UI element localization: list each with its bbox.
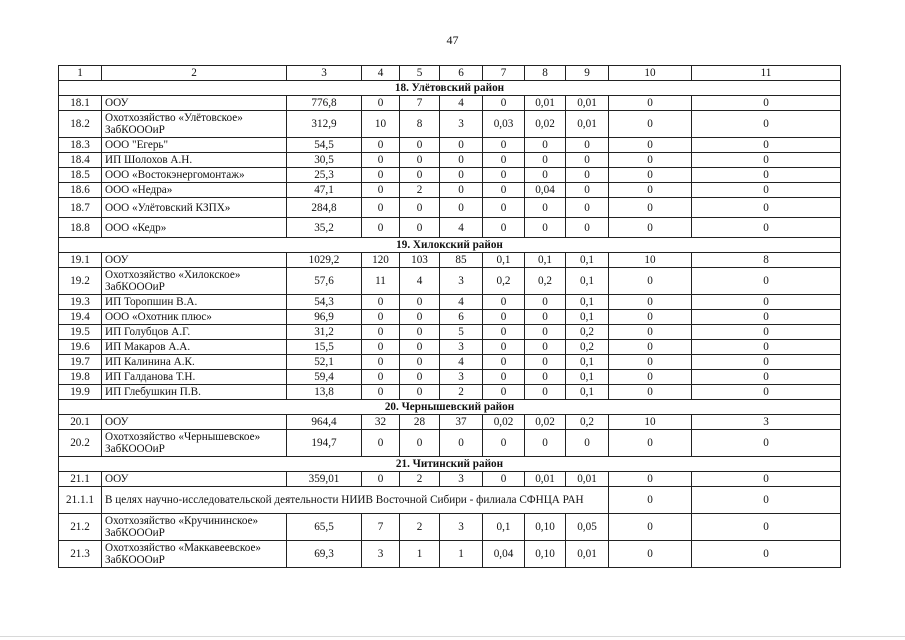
value-cell: 0 (566, 183, 609, 198)
table-row (59, 541, 841, 568)
value-cell: 0 (566, 218, 609, 238)
column-number-cell: 8 (525, 66, 566, 81)
row-number-cell: 19.6 (59, 340, 102, 355)
value-cell: 54,5 (287, 138, 362, 153)
column-number-cell: 5 (400, 66, 440, 81)
value-cell: 0 (483, 355, 525, 370)
section-title: 18. Улётовский район (59, 81, 841, 96)
row-number-cell: 18.7 (59, 198, 102, 218)
value-cell: 0,1 (566, 385, 609, 400)
value-cell: 0 (566, 430, 609, 457)
value-cell: 2 (400, 472, 440, 487)
value-cell: 0 (362, 96, 400, 111)
table-row (59, 198, 841, 218)
value-cell: 0 (692, 487, 841, 514)
row-number-cell: 19.9 (59, 385, 102, 400)
value-cell: 0 (609, 183, 692, 198)
column-number-cell: 9 (566, 66, 609, 81)
value-cell: 0 (483, 340, 525, 355)
value-cell: 0 (609, 385, 692, 400)
row-number-cell: 20.1 (59, 415, 102, 430)
value-cell: 0 (483, 325, 525, 340)
value-cell: 0 (609, 487, 692, 514)
row-number-cell: 19.8 (59, 370, 102, 385)
organization-name-cell: Охотхозяйство «Улётовское» ЗабКОООиР (102, 111, 287, 138)
organization-name-cell: ИП Калинина А.К. (102, 355, 287, 370)
value-cell: 0 (400, 168, 440, 183)
organization-name-cell: ООУ (102, 253, 287, 268)
value-cell: 0 (566, 153, 609, 168)
value-cell: 3 (440, 472, 483, 487)
value-cell: 0 (692, 370, 841, 385)
value-cell: 0 (362, 310, 400, 325)
value-cell: 0 (483, 96, 525, 111)
row-number-cell: 18.5 (59, 168, 102, 183)
value-cell: 0 (525, 198, 566, 218)
value-cell: 59,4 (287, 370, 362, 385)
value-cell: 0 (692, 430, 841, 457)
value-cell: 0 (483, 138, 525, 153)
value-cell: 0 (483, 198, 525, 218)
table-row (59, 415, 841, 430)
value-cell: 0 (692, 183, 841, 198)
row-number-cell: 18.2 (59, 111, 102, 138)
value-cell: 0,10 (525, 514, 566, 541)
value-cell: 0 (609, 153, 692, 168)
value-cell: 0 (483, 218, 525, 238)
value-cell: 0,1 (566, 268, 609, 295)
organization-name-cell: Охотхозяйство «Хилокское» ЗабКОООиР (102, 268, 287, 295)
value-cell: 194,7 (287, 430, 362, 457)
row-number-cell: 20.2 (59, 430, 102, 457)
column-number-cell: 1 (59, 66, 102, 81)
value-cell: 3 (440, 268, 483, 295)
value-cell: 65,5 (287, 514, 362, 541)
column-number-cell: 4 (362, 66, 400, 81)
value-cell: 0 (362, 168, 400, 183)
value-cell: 0 (566, 138, 609, 153)
value-cell: 0 (609, 310, 692, 325)
row-number-cell: 18.3 (59, 138, 102, 153)
value-cell: 0 (483, 153, 525, 168)
value-cell: 10 (609, 253, 692, 268)
table-row (59, 370, 841, 385)
value-cell: 0 (440, 198, 483, 218)
value-cell: 0 (525, 325, 566, 340)
value-cell: 0 (400, 370, 440, 385)
value-cell: 103 (400, 253, 440, 268)
value-cell: 0 (525, 430, 566, 457)
value-cell: 0,01 (566, 472, 609, 487)
value-cell: 0 (362, 183, 400, 198)
value-cell: 0 (609, 472, 692, 487)
value-cell: 85 (440, 253, 483, 268)
organization-name-cell: Охотхозяйство «Кручининское» ЗабКОООиР (102, 514, 287, 541)
table-row (59, 310, 841, 325)
value-cell: 0 (483, 168, 525, 183)
value-cell: 0 (525, 138, 566, 153)
value-cell: 25,3 (287, 168, 362, 183)
value-cell: 4 (400, 268, 440, 295)
organization-name-cell: ООО «Кедр» (102, 218, 287, 238)
value-cell: 6 (440, 310, 483, 325)
organization-name-cell: ИП Торопшин В.А. (102, 295, 287, 310)
value-cell: 1 (400, 541, 440, 568)
table-row (59, 153, 841, 168)
value-cell: 0 (692, 472, 841, 487)
section-header-row (59, 81, 841, 96)
value-cell: 0 (440, 138, 483, 153)
organization-name-cell: ООО «Охотник плюс» (102, 310, 287, 325)
value-cell: 0 (609, 198, 692, 218)
value-cell: 69,3 (287, 541, 362, 568)
value-cell: 10 (609, 415, 692, 430)
value-cell: 30,5 (287, 153, 362, 168)
value-cell: 284,8 (287, 198, 362, 218)
value-cell: 0,04 (525, 183, 566, 198)
value-cell: 10 (362, 111, 400, 138)
organization-name-cell: Охотхозяйство «Маккавеевское» ЗабКОООиР (102, 541, 287, 568)
value-cell: 0 (692, 153, 841, 168)
organization-name-cell: ООО «Недра» (102, 183, 287, 198)
value-cell: 0 (609, 370, 692, 385)
value-cell: 0 (566, 168, 609, 183)
organization-name-cell: ИП Голубцов А.Г. (102, 325, 287, 340)
value-cell: 0 (362, 340, 400, 355)
value-cell: 0 (440, 430, 483, 457)
row-number-cell: 19.2 (59, 268, 102, 295)
value-cell: 0 (609, 268, 692, 295)
organization-name-cell: ООО "Егерь" (102, 138, 287, 153)
value-cell: 0 (400, 153, 440, 168)
value-cell: 0 (609, 340, 692, 355)
value-cell: 0 (692, 138, 841, 153)
page-bottom-edge (0, 636, 905, 637)
value-cell: 0 (440, 168, 483, 183)
value-cell: 0 (362, 370, 400, 385)
value-cell: 964,4 (287, 415, 362, 430)
value-cell: 3 (362, 541, 400, 568)
table-row (59, 295, 841, 310)
section-header-row (59, 238, 841, 253)
value-cell: 4 (440, 96, 483, 111)
value-cell: 0,01 (525, 472, 566, 487)
value-cell: 32 (362, 415, 400, 430)
section-header-row (59, 400, 841, 415)
value-cell: 0 (483, 430, 525, 457)
value-cell: 120 (362, 253, 400, 268)
table-row (59, 138, 841, 153)
value-cell: 7 (400, 96, 440, 111)
value-cell: 35,2 (287, 218, 362, 238)
value-cell: 2 (400, 514, 440, 541)
value-cell: 0 (525, 218, 566, 238)
value-cell: 0 (362, 138, 400, 153)
value-cell: 0,05 (566, 514, 609, 541)
value-cell: 0 (400, 355, 440, 370)
value-cell: 0 (362, 218, 400, 238)
value-cell: 0 (525, 355, 566, 370)
value-cell: 8 (400, 111, 440, 138)
value-cell: 0,2 (483, 268, 525, 295)
value-cell: 0 (525, 153, 566, 168)
row-number-cell: 18.6 (59, 183, 102, 198)
value-cell: 0 (609, 514, 692, 541)
value-cell: 28 (400, 415, 440, 430)
value-cell: 3 (440, 370, 483, 385)
value-cell: 3 (440, 340, 483, 355)
value-cell: 0,1 (566, 355, 609, 370)
value-cell: 0 (609, 168, 692, 183)
row-number-cell: 21.1.1 (59, 487, 102, 514)
value-cell: 0,03 (483, 111, 525, 138)
value-cell: 0 (692, 385, 841, 400)
organization-name-cell: ООУ (102, 415, 287, 430)
organization-name-cell: ООО «Улётовский КЗПХ» (102, 198, 287, 218)
value-cell: 31,2 (287, 325, 362, 340)
value-cell: 0,1 (483, 514, 525, 541)
value-cell: 359,01 (287, 472, 362, 487)
value-cell: 4 (440, 218, 483, 238)
table-row (59, 111, 841, 138)
table-row (59, 183, 841, 198)
value-cell: 0 (692, 340, 841, 355)
value-cell: 0 (609, 430, 692, 457)
value-cell: 0 (692, 325, 841, 340)
value-cell: 776,8 (287, 96, 362, 111)
value-cell: 0 (400, 138, 440, 153)
value-cell: 0 (692, 218, 841, 238)
table-row (59, 268, 841, 295)
value-cell: 0,2 (566, 325, 609, 340)
value-cell: 4 (440, 355, 483, 370)
value-cell: 0 (400, 310, 440, 325)
row-number-cell: 18.4 (59, 153, 102, 168)
section-title: 19. Хилокский район (59, 238, 841, 253)
value-cell: 3 (692, 415, 841, 430)
value-cell: 0 (692, 310, 841, 325)
row-number-cell: 19.1 (59, 253, 102, 268)
value-cell: 0,1 (525, 253, 566, 268)
row-number-cell: 21.3 (59, 541, 102, 568)
value-cell: 0,02 (525, 415, 566, 430)
value-cell: 0,1 (566, 253, 609, 268)
data-table (58, 65, 841, 568)
table-row (59, 430, 841, 457)
value-cell: 0 (483, 472, 525, 487)
table-row (59, 168, 841, 183)
value-cell: 0 (609, 96, 692, 111)
value-cell: 0,01 (525, 96, 566, 111)
value-cell: 0 (483, 183, 525, 198)
value-cell: 8 (692, 253, 841, 268)
value-cell: 1 (440, 541, 483, 568)
value-cell: 0 (692, 355, 841, 370)
value-cell: 0,2 (525, 268, 566, 295)
column-number-cell: 6 (440, 66, 483, 81)
value-cell: 0 (609, 325, 692, 340)
column-number-row (59, 66, 841, 81)
value-cell: 11 (362, 268, 400, 295)
organization-name-cell: ООУ (102, 472, 287, 487)
value-cell: 0 (362, 295, 400, 310)
value-cell: 0 (692, 198, 841, 218)
row-number-cell: 21.2 (59, 514, 102, 541)
value-cell: 13,8 (287, 385, 362, 400)
value-cell: 0 (400, 340, 440, 355)
value-cell: 312,9 (287, 111, 362, 138)
row-number-cell: 19.5 (59, 325, 102, 340)
row-number-cell: 18.8 (59, 218, 102, 238)
value-cell: 0 (692, 295, 841, 310)
value-cell: 0 (525, 370, 566, 385)
row-number-cell: 19.7 (59, 355, 102, 370)
value-cell: 0,02 (525, 111, 566, 138)
value-cell: 0 (400, 218, 440, 238)
value-cell: 15,5 (287, 340, 362, 355)
value-cell: 0 (400, 430, 440, 457)
table-row (59, 253, 841, 268)
value-cell: 0 (362, 430, 400, 457)
value-cell: 96,9 (287, 310, 362, 325)
value-cell: 0 (692, 541, 841, 568)
column-number-cell: 11 (692, 66, 841, 81)
value-cell: 0 (525, 310, 566, 325)
value-cell: 3 (440, 514, 483, 541)
table-row (59, 96, 841, 111)
value-cell: 0,01 (566, 111, 609, 138)
value-cell: 0 (609, 295, 692, 310)
value-cell: 0 (692, 96, 841, 111)
organization-name-cell: ИП Галданова Т.Н. (102, 370, 287, 385)
value-cell: 0 (692, 168, 841, 183)
column-number-cell: 7 (483, 66, 525, 81)
value-cell: 0,1 (483, 253, 525, 268)
value-cell: 0 (609, 355, 692, 370)
value-cell: 0 (566, 198, 609, 218)
value-cell: 57,6 (287, 268, 362, 295)
organization-name-cell: ИП Макаров А.А. (102, 340, 287, 355)
value-cell: 0 (525, 385, 566, 400)
value-cell: 0,01 (566, 96, 609, 111)
value-cell: 0 (362, 472, 400, 487)
column-number-cell: 10 (609, 66, 692, 81)
organization-name-cell: ИП Глебушкин П.В. (102, 385, 287, 400)
value-cell: 3 (440, 111, 483, 138)
value-cell: 0 (483, 385, 525, 400)
row-number-cell: 19.4 (59, 310, 102, 325)
row-number-cell: 21.1 (59, 472, 102, 487)
table-row (59, 385, 841, 400)
organization-name-cell: ООУ (102, 96, 287, 111)
value-cell: 0 (609, 138, 692, 153)
value-cell: 0,1 (566, 370, 609, 385)
value-cell: 0 (440, 153, 483, 168)
value-cell: 0,1 (566, 295, 609, 310)
value-cell: 0,2 (566, 340, 609, 355)
organization-name-cell: Охотхозяйство «Чернышевское» ЗабКОООиР (102, 430, 287, 457)
value-cell: 0 (609, 218, 692, 238)
value-cell: 0 (440, 183, 483, 198)
value-cell: 2 (400, 183, 440, 198)
column-number-cell: 3 (287, 66, 362, 81)
value-cell: 2 (440, 385, 483, 400)
row-number-cell: 18.1 (59, 96, 102, 111)
value-cell: 0,02 (483, 415, 525, 430)
value-cell: 4 (440, 295, 483, 310)
organization-name-cell: ООО «Востокэнергомонтаж» (102, 168, 287, 183)
value-cell: 0,04 (483, 541, 525, 568)
value-cell: 0 (362, 198, 400, 218)
value-cell: 0 (525, 295, 566, 310)
value-cell: 0 (362, 355, 400, 370)
row-merged-text-cell: В целях научно-исследовательской деятельности НИИВ Восточной Сибири - филиала СФНЦА РАН (102, 487, 609, 514)
value-cell: 0 (692, 268, 841, 295)
value-cell: 0 (525, 340, 566, 355)
value-cell: 0 (400, 198, 440, 218)
value-cell: 0 (400, 385, 440, 400)
value-cell: 37 (440, 415, 483, 430)
value-cell: 0 (525, 168, 566, 183)
table-row (59, 514, 841, 541)
value-cell: 0 (400, 295, 440, 310)
value-cell: 0 (362, 385, 400, 400)
row-number-cell: 19.3 (59, 295, 102, 310)
value-cell: 0 (362, 153, 400, 168)
value-cell: 0 (400, 325, 440, 340)
value-cell: 47,1 (287, 183, 362, 198)
table-row (59, 218, 841, 238)
value-cell: 0 (609, 541, 692, 568)
table-row (59, 487, 841, 514)
table-row (59, 325, 841, 340)
value-cell: 0,01 (566, 541, 609, 568)
value-cell: 0,10 (525, 541, 566, 568)
value-cell: 0 (483, 295, 525, 310)
value-cell: 0,1 (566, 310, 609, 325)
organization-name-cell: ИП Шолохов А.Н. (102, 153, 287, 168)
value-cell: 0 (609, 111, 692, 138)
value-cell: 0 (483, 310, 525, 325)
value-cell: 7 (362, 514, 400, 541)
value-cell: 5 (440, 325, 483, 340)
value-cell: 1029,2 (287, 253, 362, 268)
value-cell: 0 (692, 514, 841, 541)
value-cell: 0 (692, 111, 841, 138)
table-row (59, 340, 841, 355)
section-title: 21. Читинский район (59, 457, 841, 472)
value-cell: 0 (362, 325, 400, 340)
value-cell: 0 (483, 370, 525, 385)
table-row (59, 355, 841, 370)
section-header-row (59, 457, 841, 472)
section-title: 20. Чернышевский район (59, 400, 841, 415)
page-number: 47 (446, 33, 459, 47)
column-number-cell: 2 (102, 66, 287, 81)
value-cell: 54,3 (287, 295, 362, 310)
value-cell: 0,2 (566, 415, 609, 430)
table-row (59, 472, 841, 487)
value-cell: 52,1 (287, 355, 362, 370)
